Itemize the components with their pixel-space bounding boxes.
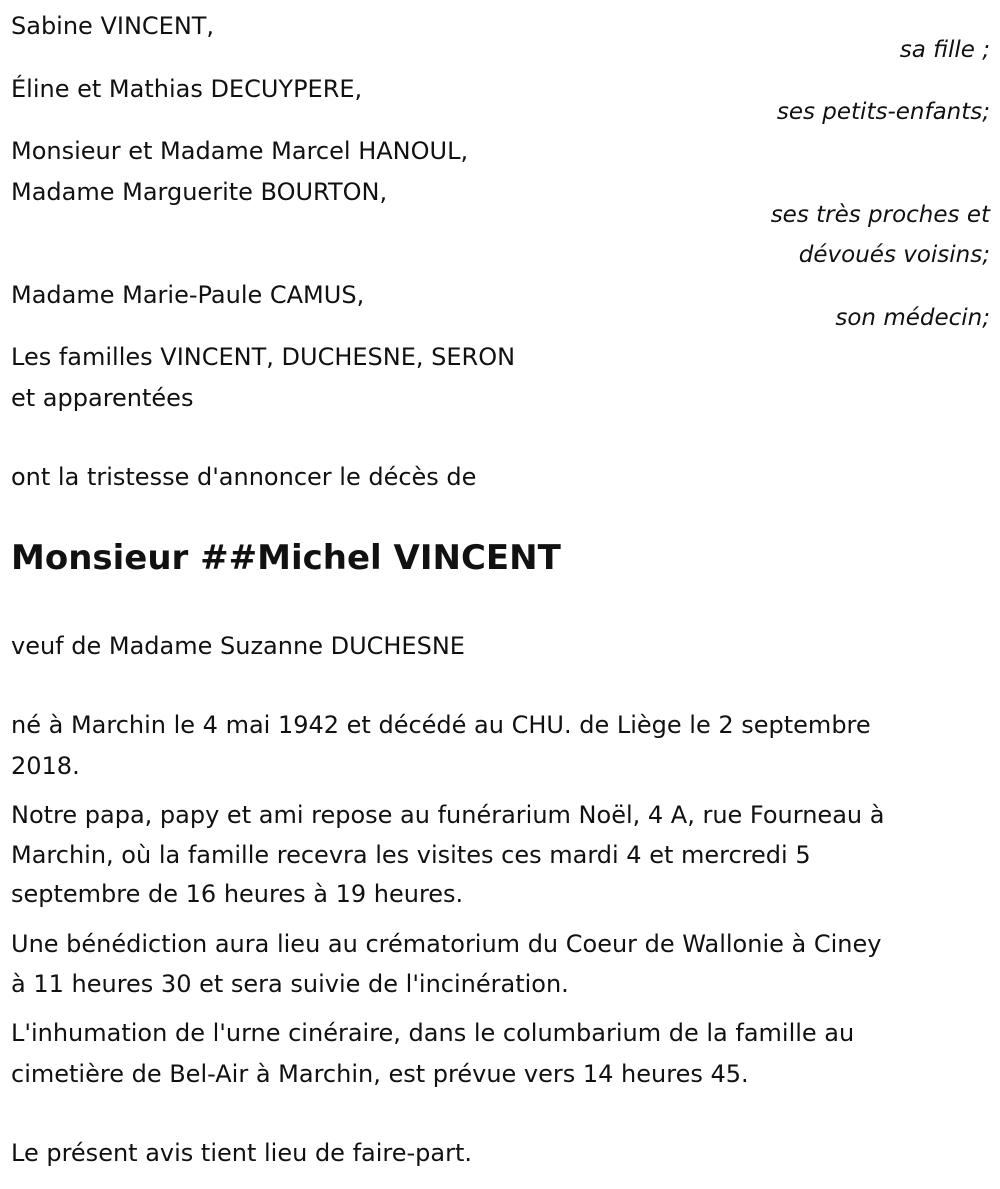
family-name-line: Madame Marguerite BOURTON, (11, 178, 388, 206)
announcement-text: ont la tristesse d'annoncer le décès de (11, 463, 477, 491)
family-name-line: et apparentées (11, 384, 194, 412)
family-name-line: Monsieur et Madame Marcel HANOUL, (11, 137, 469, 165)
funerarium-paragraph: Notre papa, papy et ami repose au funérarium Noël, 4 A, rue Fourneau à (11, 801, 885, 829)
family-name-line: Sabine VINCENT, (11, 12, 215, 40)
blessing-paragraph: à 11 heures 30 et sera suivie de l'incinération. (11, 970, 569, 998)
inhumation-paragraph: L'inhumation de l'urne cinéraire, dans le columbarium de la famille au (11, 1019, 855, 1047)
relation-label: son médecin; (835, 305, 990, 331)
widower-text: veuf de Madame Suzanne DUCHESNE (11, 632, 465, 660)
funerarium-paragraph: Marchin, où la famille recevra les visites ces mardi 4 et mercredi 5 (11, 841, 811, 869)
deceased-name: Monsieur ##Michel VINCENT (11, 538, 561, 578)
closing-text: Le présent avis tient lieu de faire-part. (11, 1139, 473, 1167)
family-name-line: Madame Marie-Paule CAMUS, (11, 281, 365, 309)
relation-label: ses petits-enfants; (776, 99, 990, 125)
funerarium-paragraph: septembre de 16 heures à 19 heures. (11, 880, 464, 908)
birth-death-paragraph: né à Marchin le 4 mai 1942 et décédé au CHU. de Liège le 2 septembre (11, 711, 871, 739)
birth-death-paragraph: 2018. (11, 752, 80, 780)
relation-label: dévoués voisins; (798, 242, 990, 268)
family-name-line: Éline et Mathias DECUYPERE, (11, 75, 363, 103)
blessing-paragraph: Une bénédiction aura lieu au crématorium du Coeur de Wallonie à Ciney (11, 930, 882, 958)
relation-label: ses très proches et (770, 202, 990, 228)
relation-label: sa fille ; (899, 37, 990, 63)
family-name-line: Les familles VINCENT, DUCHESNE, SERON (11, 343, 516, 371)
inhumation-paragraph: cimetière de Bel-Air à Marchin, est prévue vers 14 heures 45. (11, 1060, 749, 1088)
